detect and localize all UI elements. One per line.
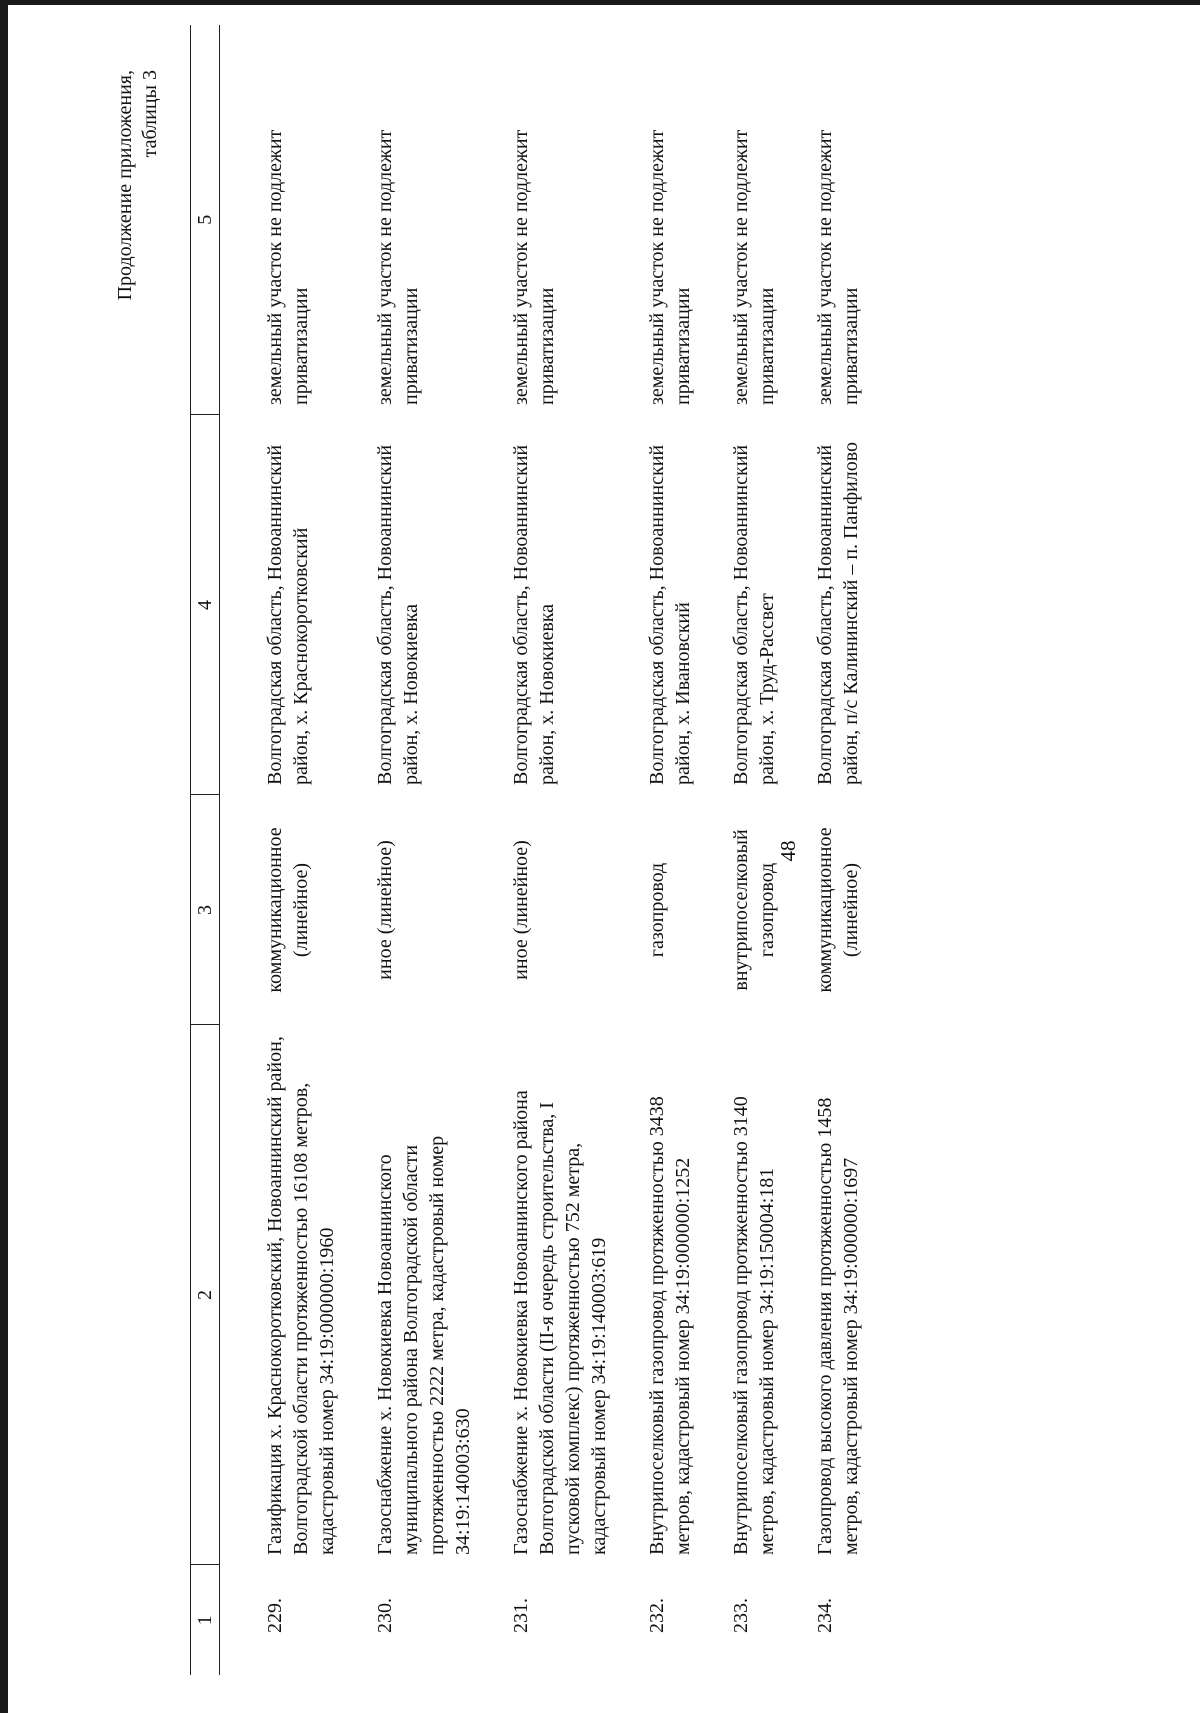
object-name: Газоснабжение х. Новокиевка Новоаннинского района Волгоградской области (II-я очередь строительства, I пусковой комплекс) протяженностью 752 метра, кадастровый номер 34:19:140003:619 (510, 1090, 610, 1555)
table-row (476, 25, 612, 1675)
header-row (191, 25, 220, 1675)
object-name: Внутрипоселковый газопровод протяженностью 3140 метров, кадастровый номер 34:19:150004:181 (730, 1096, 778, 1555)
scan-edge-top (0, 0, 1200, 5)
object-type: внутрипоселковый газопровод (730, 829, 778, 991)
object-type: иное (линейное) (510, 840, 532, 980)
object-type: газопровод (646, 862, 668, 958)
object-location: Волгоградская область, Новоаннинский район, п/с Калининский – п. Панфилово (814, 441, 862, 785)
row-number: 229. (264, 1598, 286, 1633)
object-type: иное (линейное) (374, 840, 396, 980)
table-row (696, 25, 780, 1675)
row-number: 233. (730, 1598, 752, 1633)
object-location: Волгоградская область, Новоаннинский район, х. Труд-Рассвет (730, 444, 778, 785)
object-note: земельный участок не подлежит приватизации (510, 129, 558, 405)
continuation-note (113, 70, 163, 330)
table-row (612, 25, 696, 1675)
object-type: коммуникационное (линейное) (814, 827, 862, 993)
header-col-4: 4 (191, 415, 220, 795)
header-col-3: 3 (191, 795, 220, 1025)
continuation-line-2: таблицы 3 (139, 70, 161, 158)
object-location: Волгоградская область, Новоаннинский район, х. Краснокоротковский (264, 444, 312, 785)
object-type: коммуникационное (линейное) (264, 827, 312, 993)
header-col-1: 1 (191, 1565, 220, 1675)
rotated-table-frame (190, 25, 1180, 1675)
object-name: Газоснабжение х. Новокиевка Новоаннинского муниципального района Волгоградской области протяженностью 2222 метра, кадастровый номер 34:19:140003:630 (374, 1135, 474, 1555)
row-number: 230. (374, 1598, 396, 1633)
object-note: земельный участок не подлежит приватизации (730, 129, 778, 405)
object-note: земельный участок не подлежит приватизации (374, 129, 422, 405)
header-col-5: 5 (191, 25, 220, 415)
table-row (780, 25, 864, 1675)
continuation-line-1: Продолжение приложения, (114, 70, 136, 301)
scan-edge-left (0, 0, 8, 1713)
object-name: Газификация х. Краснокоротковский, Новоаннинский район, Волгоградской области протяженностью 16108 метров, кадастровый номер 34:19:000000:1960 (264, 1036, 338, 1555)
page-number: 48 (776, 840, 800, 862)
object-note: земельный участок не подлежит приватизации (646, 129, 694, 405)
object-name: Внутрипоселковый газопровод протяженностью 3438 метров, кадастровый номер 34:19:000000:1252 (646, 1096, 694, 1555)
object-location: Волгоградская область, Новоаннинский район, х. Новокиевка (510, 444, 558, 785)
row-number: 232. (646, 1598, 668, 1633)
property-table (190, 25, 864, 1675)
header-col-2: 2 (191, 1025, 220, 1565)
table-row (340, 25, 476, 1675)
object-location: Волгоградская область, Новоаннинский район, х. Ивановский (646, 444, 694, 785)
object-name: Газопровод высокого давления протяженностью 1458 метров, кадастровый номер 34:19:000000:1697 (814, 1097, 862, 1555)
row-number: 231. (510, 1598, 532, 1633)
row-number: 234. (814, 1598, 836, 1633)
object-location: Волгоградская область, Новоаннинский район, х. Новокиевка (374, 444, 422, 785)
object-note: земельный участок не подлежит приватизации (264, 129, 312, 405)
object-note: земельный участок не подлежит приватизации (814, 129, 862, 405)
table-row (220, 25, 341, 1675)
